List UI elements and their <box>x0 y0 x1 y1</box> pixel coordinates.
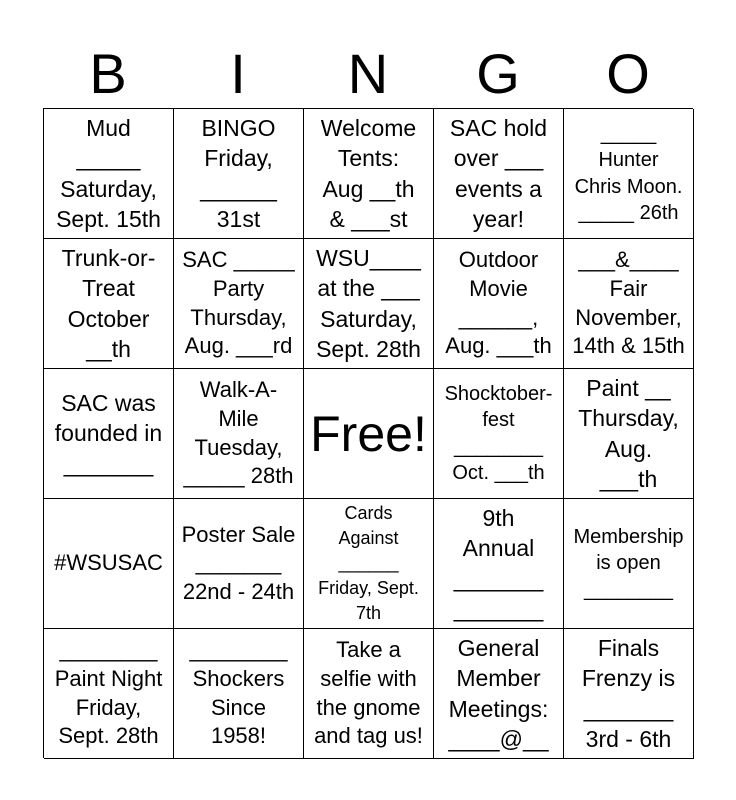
bingo-header <box>43 40 693 108</box>
cell-text: BINGO Friday, ______ 31st <box>200 115 277 232</box>
cell-text: Walk-A- Mile Tuesday, _____ 28th <box>183 377 294 489</box>
free-space-text: Free! <box>310 405 427 462</box>
bingo-cell-r1c1[interactable] <box>44 109 174 239</box>
cell-text: Mud _____ Saturday, Sept. 15th <box>56 115 161 232</box>
bingo-cell-r4c1[interactable] <box>44 499 174 629</box>
header-letter-g: G <box>476 42 520 105</box>
cell-text: 9th Annual _______ _______ <box>453 505 544 622</box>
bingo-cell-r2c5[interactable] <box>564 239 694 369</box>
bingo-cell-free[interactable] <box>304 369 434 499</box>
header-letter-n: N <box>347 42 389 105</box>
bingo-cell-r4c3[interactable] <box>304 499 434 629</box>
cell-text: Take a selfie with the gnome and tag us! <box>314 637 423 749</box>
bingo-card-grid <box>43 108 693 758</box>
bingo-cell-r5c1[interactable] <box>44 629 174 759</box>
cell-text: Poster Sale _______ 22nd - 24th <box>181 521 296 604</box>
cell-text: SAC hold over ___ events a year! <box>449 115 548 232</box>
cell-text: SAC was founded in _______ <box>54 390 163 477</box>
bingo-cell-r4c5[interactable] <box>564 499 694 629</box>
cell-text: Membership is open ________ <box>573 525 684 601</box>
cell-text: Outdoor Movie ______, Aug. ___th <box>445 247 552 359</box>
cell-text: Trunk-or- Treat October __th <box>61 245 156 362</box>
bingo-cell-r5c4[interactable] <box>434 629 564 759</box>
cell-text: WSU____ at the ___ Saturday, Sept. 28th <box>316 245 421 362</box>
bingo-cell-r3c2[interactable] <box>174 369 304 499</box>
cell-text: ________ Paint Night Friday, Sept. 28th <box>54 637 163 749</box>
cell-text: _____ Hunter Chris Moon. _____ 26th <box>574 122 683 224</box>
header-letter-b: B <box>89 42 127 105</box>
cell-text: Finals Frenzy is _______ 3rd - 6th <box>581 635 676 752</box>
cell-text: General Member Meetings: ____@__ <box>448 635 549 752</box>
cell-text: #WSUSAC <box>54 550 163 576</box>
header-letter-o: O <box>606 42 650 105</box>
cell-text: ___&____ Fair November, 14th & 15th <box>572 247 685 359</box>
cell-text: ________ Shockers Since 1958! <box>189 637 288 749</box>
bingo-cell-r3c4[interactable] <box>434 369 564 499</box>
bingo-cell-r4c2[interactable] <box>174 499 304 629</box>
bingo-cell-r1c5[interactable] <box>564 109 694 239</box>
bingo-cell-r1c4[interactable] <box>434 109 564 239</box>
header-letter-i: I <box>230 42 246 105</box>
bingo-cell-r2c2[interactable] <box>174 239 304 369</box>
bingo-cell-r3c1[interactable] <box>44 369 174 499</box>
bingo-cell-r2c4[interactable] <box>434 239 564 369</box>
cell-text: Welcome Tents: Aug __th & ___st <box>320 115 417 232</box>
bingo-cell-r2c3[interactable] <box>304 239 434 369</box>
bingo-cell-r5c3[interactable] <box>304 629 434 759</box>
bingo-cell-r5c2[interactable] <box>174 629 304 759</box>
bingo-cell-r2c1[interactable] <box>44 239 174 369</box>
bingo-cell-r1c3[interactable] <box>304 109 434 239</box>
bingo-cell-r4c4[interactable] <box>434 499 564 629</box>
cell-text: Paint __ Thursday, Aug. ___th <box>578 375 679 492</box>
cell-text: Shocktober- fest ________ Oct. ___th <box>444 382 553 484</box>
cell-text: Cards Against ______ Friday, Sept. 7th <box>318 502 419 624</box>
bingo-cell-r1c2[interactable] <box>174 109 304 239</box>
bingo-cell-r3c5[interactable] <box>564 369 694 499</box>
bingo-cell-r5c5[interactable] <box>564 629 694 759</box>
cell-text: SAC _____ Party Thursday, Aug. ___rd <box>182 247 295 359</box>
